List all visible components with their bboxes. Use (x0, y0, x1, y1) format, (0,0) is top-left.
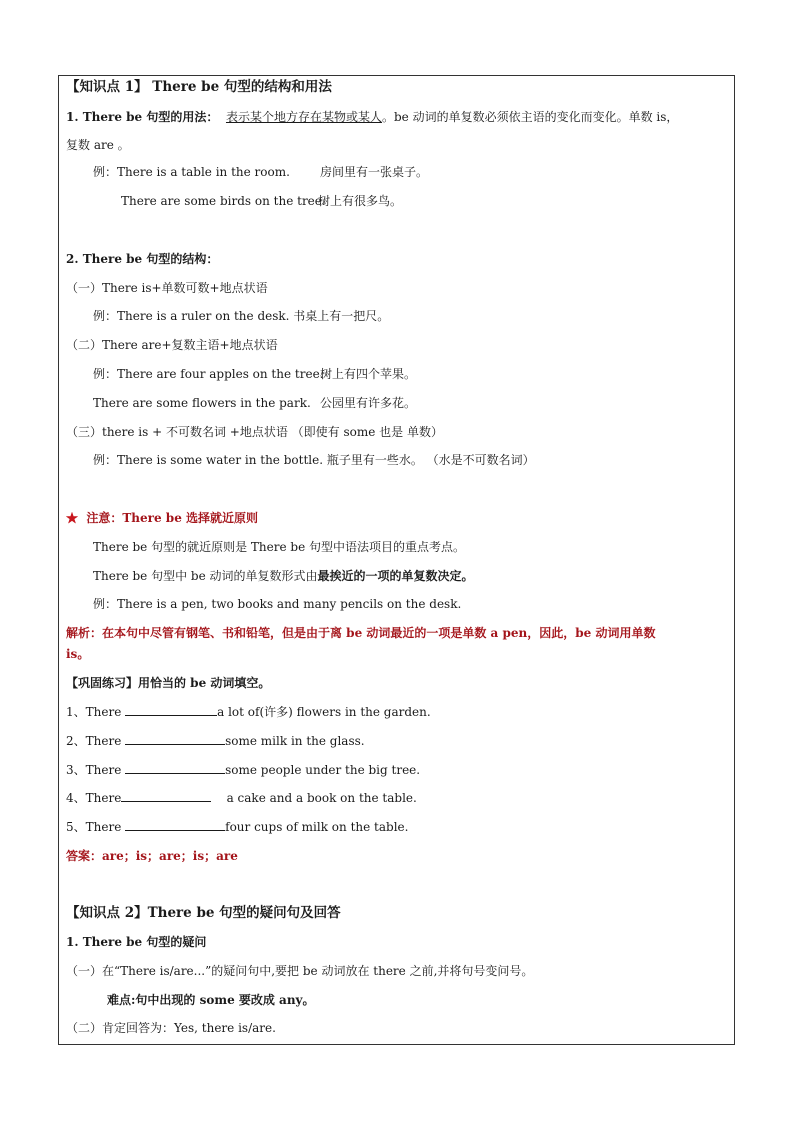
usage-example-1 (93, 164, 290, 180)
practice-item-prefix: 4、There (66, 791, 122, 805)
difficulty-note: 难点:句中出现的 some 要改成 any。 (107, 993, 315, 1007)
note-line-2 (93, 568, 474, 584)
practice-item (66, 733, 365, 749)
structure-point-2: （二）There are+复数主语+地点状语 (66, 338, 278, 352)
star-icon: ★ (66, 511, 79, 525)
example-2-chinese: 树上有很多鸟。 (318, 194, 403, 208)
structure-point-2-example-1-chinese: 树上有四个苹果。 (320, 367, 417, 381)
usage-rest: 。be 动词的单复数必须依主语的变化而变化。单数 is， (382, 110, 679, 124)
structure-point-3-example: 例：There is some water in the bottle. 瓶子里有一些水。 （水是不可数名词） (93, 453, 535, 467)
structure-point-1: （一）There is+单数可数+地点状语 (66, 281, 268, 295)
usage-label: 1. There be 句型的用法： (66, 110, 219, 124)
structure-label: 2. There be 句型的结构： (66, 252, 219, 266)
practice-item (66, 704, 431, 720)
structure-point-2-example-2-chinese: 公园里有许多花。 (320, 396, 417, 410)
question-point-2: （二）肯定回答为：Yes, there is/are. (66, 1021, 276, 1035)
practice-item-text: a cake and a book on the table. (226, 791, 417, 805)
note-line-2-a: There be 句型中 be 动词的单复数形式由 (93, 569, 318, 583)
fill-blank-1[interactable] (125, 704, 217, 716)
practice-item-prefix: 1、There (66, 705, 126, 719)
analysis-line-1: 解析：在本句中尽管有钢笔、书和铅笔，但是由于离 be 动词最近的一项是单数 a pen，因此，be 动词用单数 (66, 626, 656, 640)
usage-line (66, 109, 678, 125)
structure-point-1-example: 例：There is a ruler on the desk. 书桌上有一把尺。 (93, 309, 390, 323)
note-heading (66, 510, 258, 526)
usage-definition: 表示某个地方存在某物或某人 (225, 110, 382, 124)
usage-line-2: 复数 are 。 (66, 138, 130, 152)
example-1-chinese: 房间里有一张桌子。 (320, 165, 429, 179)
fill-blank-3[interactable] (125, 762, 225, 774)
structure-point-3: （三）there is + 不可数名词 +地点状语 （即使有 some 也是 单数） (66, 425, 443, 439)
practice-item-text: some milk in the glass. (225, 734, 365, 748)
note-title: 注意：There be 选择就近原则 (86, 511, 259, 525)
question-label: 1. There be 句型的疑问 (66, 935, 207, 949)
section-1-title: 【知识点 1】 There be 句型的结构和用法 (66, 79, 332, 95)
note-line-2-b: 最挨近的一项的单复数决定。 (317, 569, 474, 583)
example-1-english: There is a table in the room. (117, 165, 290, 179)
question-point-1: （一）在“There is/are...”的疑问句中,要把 be 动词放在 there 之前,并将句号变问号。 (66, 964, 534, 978)
content-frame (58, 75, 735, 1045)
fill-blank-2[interactable] (125, 733, 225, 745)
practice-item-text: four cups of milk on the table. (225, 820, 409, 834)
practice-answer: 答案：are；is；are；is；are (66, 849, 238, 863)
practice-item-text: some people under the big tree. (225, 763, 421, 777)
fill-blank-4[interactable] (121, 790, 211, 802)
analysis-line-2: is。 (66, 647, 90, 661)
practice-item (66, 819, 408, 835)
structure-point-2-example-2-english: There are some flowers in the park. (93, 396, 311, 410)
section-2-title: 【知识点 2】There be 句型的疑问句及回答 (66, 905, 341, 921)
practice-item (66, 790, 417, 806)
practice-item-text: a lot of(许多) flowers in the garden. (217, 705, 431, 719)
structure-point-2-example-1-english: 例：There are four apples on the tree. (93, 367, 324, 381)
example-2-english: There are some birds on the tree. (121, 194, 326, 208)
example-prefix: 例： (93, 165, 118, 179)
practice-item-prefix: 2、There (66, 734, 126, 748)
practice-item-prefix: 5、There (66, 820, 126, 834)
note-line-1: There be 句型的就近原则是 There be 句型中语法项目的重点考点。 (93, 540, 465, 554)
note-example: 例：There is a pen, two books and many pencils on the desk. (93, 597, 462, 611)
practice-item-prefix: 3、There (66, 763, 126, 777)
practice-title: 【巩固练习】用恰当的 be 动词填空。 (66, 676, 271, 690)
fill-blank-5[interactable] (125, 819, 225, 831)
practice-item (66, 762, 420, 778)
